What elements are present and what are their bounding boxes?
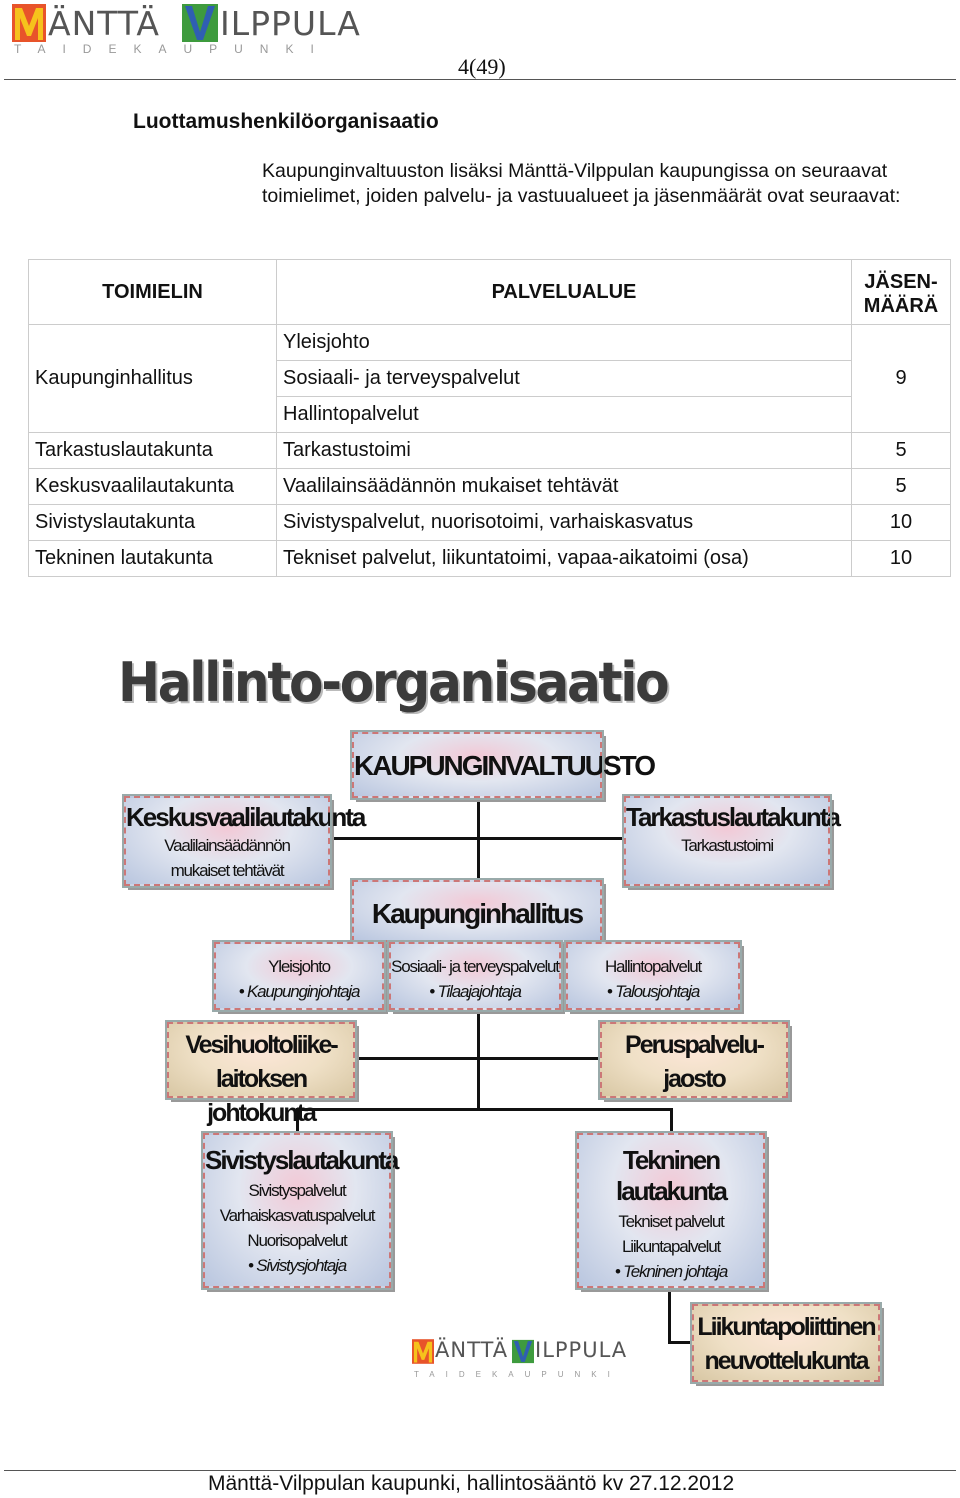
section-title: Luottamushenkilöorganisaatio — [133, 110, 439, 133]
table-row — [29, 505, 951, 541]
page-number: 4(49) — [458, 54, 506, 79]
box-peruspalvelujaosto — [600, 1022, 788, 1098]
box-line: Hallintopalvelut — [604, 957, 702, 976]
box-line: Tarkastustoimi — [681, 836, 773, 855]
header-jasenmaara: JÄSEN- MÄÄRÄ — [852, 260, 951, 325]
cell-area: Yleisjohto — [277, 325, 852, 361]
logo-subtitle: TAIDEKAUPUNKI — [414, 1370, 621, 1379]
page-footer: Mänttä-Vilppulan kaupunki, hallintosääntö kv 27.12.2012 — [208, 1472, 735, 1495]
cell-name: Tekninen lautakunta — [29, 541, 277, 577]
box-person: • Tilaajajohtaja — [429, 982, 521, 1001]
box-title: Liikuntapoliittinen — [697, 1313, 875, 1341]
intro-paragraph: Kaupunginvaltuuston lisäksi Mänttä-Vilppulan kaupungissa on seuraavat toimielimet, joiden palvelu- ja vastuualueet ja jäsenmäärät ovat seuraavat: — [262, 160, 901, 207]
box-title: neuvottelukunta — [704, 1347, 868, 1375]
logo-word-left: ÄNTTÄ — [435, 1338, 509, 1362]
box-title: KAUPUNGINVALTUUSTO — [354, 750, 654, 781]
logo-word-right: ILPPULA — [535, 1338, 628, 1362]
cell-area: Vaalilainsäädännön mukaiset tehtävät — [277, 469, 852, 505]
cell-area: Tekniset palvelut, liikuntatoimi, vapaa-aikatoimi (osa) — [277, 541, 852, 577]
table-row — [29, 325, 951, 361]
table-row — [29, 433, 951, 469]
cell-members: 10 — [852, 505, 951, 541]
cell-kaupunginhallitus: Kaupunginhallitus — [29, 325, 277, 433]
box-title: Tarkastuslautakunta — [626, 802, 839, 832]
connector-line — [355, 1057, 600, 1060]
header-divider — [4, 79, 956, 80]
logo-subtitle: TAIDEKAUPUNKI — [14, 42, 331, 56]
box-sosiaali-terveys — [389, 942, 561, 1010]
cell-name: Sivistyslautakunta — [29, 505, 277, 541]
box-line: Tekniset palvelut — [618, 1212, 724, 1231]
box-liikuntapoliittinen — [692, 1304, 880, 1382]
box-title: Sivistyslautakunta — [205, 1145, 398, 1175]
box-line: Nuorisopalvelut — [247, 1231, 347, 1250]
box-title: Peruspalvelu- — [625, 1031, 763, 1059]
box-kaupunginvaltuusto — [352, 732, 654, 798]
table-row — [29, 541, 951, 577]
box-line: mukaiset tehtävät — [170, 861, 284, 880]
box-title: laitoksen johtokunta — [207, 1065, 315, 1127]
city-logo — [12, 4, 361, 56]
box-line: Liikuntapalvelut — [622, 1237, 720, 1256]
box-line: Vaalilainsäädännön — [164, 836, 290, 855]
box-title: Vesihuoltoliike- — [185, 1031, 337, 1059]
cell-area: Tarkastustoimi — [277, 433, 852, 469]
committee-table — [28, 259, 951, 577]
box-hallintopalvelut — [566, 942, 740, 1010]
table-header-row — [29, 260, 951, 325]
cell-members: 5 — [852, 469, 951, 505]
logo-v-icon — [182, 4, 218, 42]
header-toimielin: TOIMIELIN — [29, 260, 277, 325]
cell-members: 10 — [852, 541, 951, 577]
logo-m-icon — [412, 1338, 434, 1365]
logo-v-icon — [512, 1338, 534, 1365]
box-line: Yleisjohto — [268, 957, 330, 976]
box-person: • Talousjohtaja — [606, 982, 700, 1001]
box-line: Sosiaali- ja terveyspalvelut — [391, 957, 559, 976]
box-vesihuolto — [167, 1022, 355, 1127]
org-chart-title: Hallinto-organisaatio — [118, 651, 668, 714]
table-row — [29, 469, 951, 505]
logo-m-icon — [12, 4, 46, 42]
box-person: • Kaupunginjohtaja — [238, 982, 360, 1001]
box-title: Keskusvaalilautakunta — [126, 802, 365, 832]
cell-name: Tarkastuslautakunta — [29, 433, 277, 469]
cell-area: Hallintopalvelut — [277, 397, 852, 433]
box-title: jaosto — [663, 1065, 725, 1093]
box-tekninen-lautakunta — [577, 1133, 765, 1288]
box-kaupunginhallitus — [352, 880, 602, 942]
box-yleisjohto — [214, 942, 384, 1010]
connector-line — [668, 1288, 671, 1344]
box-person: • Sivistysjohtaja — [248, 1256, 346, 1275]
logo-word-left: ÄNTTÄ — [48, 4, 161, 43]
connector-line — [330, 837, 625, 840]
footer-divider — [4, 1470, 956, 1471]
cell-name: Keskusvaalilautakunta — [29, 469, 277, 505]
cell-area: Sivistyspalvelut, nuorisotoimi, varhaiskasvatus — [277, 505, 852, 541]
box-title: Kaupunginhallitus — [371, 898, 583, 929]
box-keskusvaalilautakunta — [124, 796, 365, 886]
box-title: Tekninen lautakunta — [615, 1145, 727, 1206]
box-tarkastuslautakunta — [624, 796, 839, 886]
header-palvelualue: PALVELUALUE — [277, 260, 852, 325]
chart-city-logo — [412, 1338, 632, 1388]
box-line: Varhaiskasvatuspalvelut — [219, 1206, 375, 1225]
connector-line — [477, 1010, 480, 1110]
box-person: • Tekninen johtaja — [614, 1262, 728, 1281]
cell-members: 5 — [852, 433, 951, 469]
connector-line — [670, 1108, 673, 1133]
box-line: Sivistyspalvelut — [248, 1181, 346, 1200]
connector-line — [668, 1341, 693, 1344]
cell-area: Sosiaali- ja terveyspalvelut — [277, 361, 852, 397]
cell-members: 9 — [852, 325, 951, 433]
logo-word-right: ILPPULA — [220, 4, 361, 43]
box-sivistyslautakunta — [203, 1133, 398, 1288]
